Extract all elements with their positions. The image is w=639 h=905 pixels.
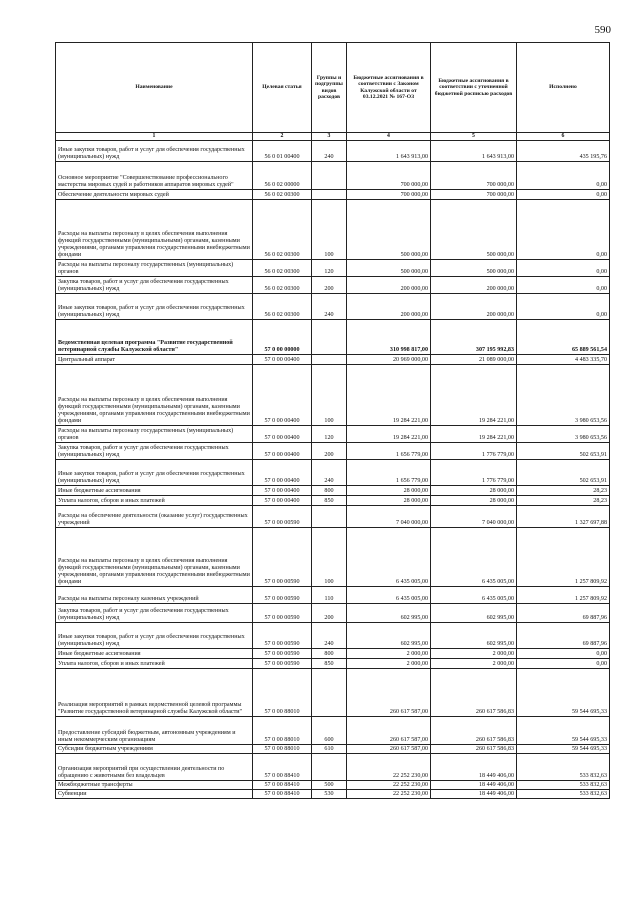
cell-name: Межбюджетные трансферты (56, 780, 253, 789)
cell-revised-amount: 307 195 992,83 (431, 319, 517, 354)
cell-target-code: 57 0 00 88410 (253, 789, 312, 798)
cell-target-code: 57 0 00 00590 (253, 658, 312, 668)
cell-revised-amount: 28 000,00 (431, 485, 517, 495)
cell-revised-amount: 200 000,00 (431, 293, 517, 319)
cell-approved-amount: 200 000,00 (347, 276, 431, 293)
header-revised: Бюджетные ассигнования в соответствии с уточненной бюджетной росписью расходов (431, 43, 517, 133)
cell-expense-group: 610 (312, 744, 347, 753)
cell-revised-amount: 2 000,00 (431, 658, 517, 668)
cell-name: Расходы на выплаты персоналу в целях обеспечения выполнения функций государственными (муниципальными) органами, казенными учреждениями, органами управления государственными внебюджетными фондами (56, 527, 253, 586)
cell-revised-amount: 700 000,00 (431, 161, 517, 189)
table-row (56, 442, 610, 459)
cell-target-code: 57 0 00 00590 (253, 586, 312, 603)
cell-approved-amount: 22 252 230,00 (347, 780, 431, 789)
cell-expense-group (312, 161, 347, 189)
page-number: 590 (594, 24, 611, 36)
cell-executed-amount: 3 980 653,56 (517, 364, 610, 425)
cell-executed-amount: 4 483 335,70 (517, 354, 610, 364)
cell-revised-amount: 18 449 406,00 (431, 789, 517, 798)
cell-revised-amount: 7 040 000,00 (431, 505, 517, 527)
cell-revised-amount: 1 776 779,00 (431, 442, 517, 459)
table-row (56, 658, 610, 668)
cell-name: Иные бюджетные ассигнования (56, 485, 253, 495)
cell-revised-amount: 19 284 221,00 (431, 425, 517, 442)
cell-approved-amount: 28 000,00 (347, 485, 431, 495)
cell-revised-amount: 260 617 586,83 (431, 744, 517, 753)
cell-expense-group (312, 319, 347, 354)
cell-executed-amount: 502 653,91 (517, 442, 610, 459)
cell-approved-amount: 310 998 817,00 (347, 319, 431, 354)
table-row (56, 140, 610, 161)
column-number-row (56, 133, 610, 141)
table-row (56, 459, 610, 485)
cell-expense-group: 100 (312, 527, 347, 586)
cell-approved-amount: 2 000,00 (347, 648, 431, 658)
cell-approved-amount: 1 643 913,00 (347, 140, 431, 161)
table-row (56, 586, 610, 603)
cell-target-code: 57 0 00 00400 (253, 354, 312, 364)
cell-approved-amount: 19 284 221,00 (347, 425, 431, 442)
cell-expense-group: 200 (312, 442, 347, 459)
cell-name: Закупка товаров, работ и услуг для обеспечения государственных (муниципальных) нужд (56, 276, 253, 293)
cell-revised-amount: 260 617 586,83 (431, 668, 517, 716)
cell-executed-amount: 435 195,76 (517, 140, 610, 161)
cell-expense-group: 240 (312, 293, 347, 319)
header-approved: Бюджетные ассигнования в соответствии с Законом Калужской области от 03.12.2021 № 167-ОЗ (347, 43, 431, 133)
cell-executed-amount: 59 544 695,33 (517, 716, 610, 744)
cell-approved-amount: 500 000,00 (347, 199, 431, 259)
cell-expense-group: 800 (312, 485, 347, 495)
cell-target-code: 56 0 02 00000 (253, 161, 312, 189)
cell-executed-amount: 28,23 (517, 485, 610, 495)
cell-target-code: 57 0 00 00400 (253, 485, 312, 495)
cell-name: Иные закупки товаров, работ и услуг для обеспечения государственных (муниципальных) нужд (56, 622, 253, 648)
cell-name: Основное мероприятие "Совершенствование профессионального мастерства мировых судей и работников аппаратов мировых судей" (56, 161, 253, 189)
col-number-4: 4 (347, 133, 431, 141)
cell-target-code: 56 0 02 00300 (253, 199, 312, 259)
cell-target-code: 56 0 02 00300 (253, 189, 312, 199)
cell-target-code: 57 0 00 88410 (253, 753, 312, 780)
cell-target-code: 57 0 00 00400 (253, 495, 312, 505)
col-number-3: 3 (312, 133, 347, 141)
cell-target-code: 57 0 00 88410 (253, 780, 312, 789)
cell-name: Уплата налогов, сборов и иных платежей (56, 495, 253, 505)
cell-approved-amount: 2 000,00 (347, 658, 431, 668)
table-row (56, 189, 610, 199)
cell-expense-group: 240 (312, 140, 347, 161)
cell-approved-amount: 6 435 005,00 (347, 586, 431, 603)
cell-executed-amount: 533 832,63 (517, 753, 610, 780)
budget-table (55, 42, 610, 799)
table-row (56, 744, 610, 753)
cell-revised-amount: 602 995,00 (431, 603, 517, 622)
cell-target-code: 56 0 02 00300 (253, 293, 312, 319)
cell-executed-amount: 59 544 695,33 (517, 668, 610, 716)
cell-approved-amount: 1 656 779,00 (347, 442, 431, 459)
cell-executed-amount: 0,00 (517, 199, 610, 259)
table-row (56, 161, 610, 189)
cell-approved-amount: 700 000,00 (347, 161, 431, 189)
cell-name: Обеспечение деятельности мировых судей (56, 189, 253, 199)
cell-executed-amount: 0,00 (517, 276, 610, 293)
cell-expense-group: 100 (312, 199, 347, 259)
cell-revised-amount: 1 776 779,00 (431, 459, 517, 485)
table-row (56, 354, 610, 364)
header-group: Группы и подгруппы видов расходов (312, 43, 347, 133)
cell-name: Расходы на выплаты персоналу в целях обеспечения выполнения функций государственными (муниципальными) органами, казенными учреждениями, органами управления государственными внебюджетными фондами (56, 364, 253, 425)
cell-name: Центральный аппарат (56, 354, 253, 364)
cell-executed-amount: 0,00 (517, 259, 610, 276)
table-row (56, 668, 610, 716)
cell-revised-amount: 19 284 221,00 (431, 364, 517, 425)
cell-name: Ведомственная целевая программа "Развитие государственной ветеринарной службы Калужской области" (56, 319, 253, 354)
table-body (56, 140, 610, 798)
cell-name: Иные закупки товаров, работ и услуг для обеспечения государственных (муниципальных) нужд (56, 293, 253, 319)
cell-approved-amount: 700 000,00 (347, 189, 431, 199)
cell-approved-amount: 7 040 000,00 (347, 505, 431, 527)
cell-revised-amount: 700 000,00 (431, 189, 517, 199)
table-row (56, 425, 610, 442)
cell-revised-amount: 6 435 005,00 (431, 586, 517, 603)
cell-approved-amount: 6 435 005,00 (347, 527, 431, 586)
table-row (56, 495, 610, 505)
cell-expense-group: 120 (312, 425, 347, 442)
cell-revised-amount: 18 449 406,00 (431, 753, 517, 780)
cell-approved-amount: 22 252 230,00 (347, 789, 431, 798)
cell-executed-amount: 28,23 (517, 495, 610, 505)
cell-name: Иные бюджетные ассигнования (56, 648, 253, 658)
cell-target-code: 57 0 00 88010 (253, 744, 312, 753)
table-row (56, 648, 610, 658)
cell-name: Реализация мероприятий в рамках ведомственной целевой программы "Развитие государственной ветеринарной службы Калужской области" (56, 668, 253, 716)
table-row (56, 293, 610, 319)
cell-executed-amount: 0,00 (517, 658, 610, 668)
table-row (56, 259, 610, 276)
cell-executed-amount: 1 257 809,92 (517, 527, 610, 586)
cell-name: Расходы на выплаты персоналу государственных (муниципальных) органов (56, 259, 253, 276)
cell-revised-amount: 21 089 000,00 (431, 354, 517, 364)
table-row (56, 789, 610, 798)
cell-executed-amount: 533 832,63 (517, 789, 610, 798)
table-row (56, 319, 610, 354)
cell-name: Предоставление субсидий бюджетным, автономным учреждениям и иным некоммерческим организациям (56, 716, 253, 744)
cell-revised-amount: 6 435 005,00 (431, 527, 517, 586)
cell-name: Иные закупки товаров, работ и услуг для обеспечения государственных (муниципальных) нужд (56, 140, 253, 161)
table-row (56, 485, 610, 495)
cell-revised-amount: 28 000,00 (431, 495, 517, 505)
cell-executed-amount: 59 544 695,33 (517, 744, 610, 753)
cell-expense-group: 110 (312, 586, 347, 603)
cell-executed-amount: 65 889 561,54 (517, 319, 610, 354)
cell-target-code: 57 0 00 00590 (253, 505, 312, 527)
cell-approved-amount: 1 656 779,00 (347, 459, 431, 485)
cell-approved-amount: 260 617 587,00 (347, 716, 431, 744)
cell-expense-group (312, 354, 347, 364)
cell-target-code: 57 0 00 00400 (253, 459, 312, 485)
table-row (56, 199, 610, 259)
cell-target-code: 57 0 00 88010 (253, 668, 312, 716)
cell-revised-amount: 1 643 913,00 (431, 140, 517, 161)
cell-approved-amount: 602 995,00 (347, 622, 431, 648)
cell-name: Закупка товаров, работ и услуг для обеспечения государственных (муниципальных) нужд (56, 603, 253, 622)
table-row (56, 505, 610, 527)
cell-approved-amount: 260 617 587,00 (347, 744, 431, 753)
cell-name: Субвенции (56, 789, 253, 798)
table-row (56, 527, 610, 586)
cell-target-code: 56 0 01 00400 (253, 140, 312, 161)
cell-target-code: 57 0 00 00400 (253, 364, 312, 425)
cell-executed-amount: 69 887,96 (517, 603, 610, 622)
cell-target-code: 57 0 00 00590 (253, 527, 312, 586)
cell-approved-amount: 28 000,00 (347, 495, 431, 505)
cell-revised-amount: 602 995,00 (431, 622, 517, 648)
cell-executed-amount: 1 327 697,88 (517, 505, 610, 527)
table-row (56, 753, 610, 780)
cell-target-code: 56 0 02 00300 (253, 276, 312, 293)
cell-executed-amount: 533 832,63 (517, 780, 610, 789)
cell-name: Организация мероприятий при осуществлении деятельности по обращению с животными без владельцев (56, 753, 253, 780)
cell-expense-group: 600 (312, 716, 347, 744)
cell-name: Расходы на выплаты персоналу в целях обеспечения выполнения функций государственными (муниципальными) органами, казенными учреждениями, органами управления государственными внебюджетными фондами (56, 199, 253, 259)
cell-expense-group: 100 (312, 364, 347, 425)
cell-expense-group: 240 (312, 622, 347, 648)
cell-name: Иные закупки товаров, работ и услуг для обеспечения государственных (муниципальных) нужд (56, 459, 253, 485)
cell-executed-amount: 0,00 (517, 189, 610, 199)
cell-approved-amount: 200 000,00 (347, 293, 431, 319)
cell-target-code: 57 0 00 00590 (253, 648, 312, 658)
cell-executed-amount: 1 257 809,92 (517, 586, 610, 603)
cell-expense-group (312, 668, 347, 716)
cell-approved-amount: 19 284 221,00 (347, 364, 431, 425)
cell-approved-amount: 602 995,00 (347, 603, 431, 622)
cell-target-code: 57 0 00 88010 (253, 716, 312, 744)
cell-expense-group: 240 (312, 459, 347, 485)
cell-name: Расходы на выплаты персоналу казенных учреждений (56, 586, 253, 603)
cell-expense-group: 850 (312, 495, 347, 505)
cell-expense-group (312, 189, 347, 199)
cell-revised-amount: 500 000,00 (431, 199, 517, 259)
header-name: Наименование (56, 43, 253, 133)
table-row (56, 622, 610, 648)
col-number-6: 6 (517, 133, 610, 141)
table-row (56, 716, 610, 744)
header-code: Целевая статья (253, 43, 312, 133)
cell-executed-amount: 69 887,96 (517, 622, 610, 648)
table-row (56, 276, 610, 293)
cell-target-code: 56 0 02 00300 (253, 259, 312, 276)
cell-executed-amount: 0,00 (517, 648, 610, 658)
cell-revised-amount: 2 000,00 (431, 648, 517, 658)
cell-target-code: 57 0 00 00400 (253, 425, 312, 442)
cell-expense-group: 530 (312, 789, 347, 798)
table-row (56, 364, 610, 425)
table-row (56, 780, 610, 789)
col-number-1: 1 (56, 133, 253, 141)
cell-expense-group: 500 (312, 780, 347, 789)
cell-name: Уплата налогов, сборов и иных платежей (56, 658, 253, 668)
cell-approved-amount: 500 000,00 (347, 259, 431, 276)
cell-approved-amount: 20 969 000,00 (347, 354, 431, 364)
cell-target-code: 57 0 00 00400 (253, 442, 312, 459)
cell-approved-amount: 22 252 230,00 (347, 753, 431, 780)
cell-name: Субсидии бюджетным учреждениям (56, 744, 253, 753)
cell-name: Закупка товаров, работ и услуг для обеспечения государственных (муниципальных) нужд (56, 442, 253, 459)
table-header (56, 43, 610, 141)
cell-revised-amount: 200 000,00 (431, 276, 517, 293)
cell-revised-amount: 18 449 406,00 (431, 780, 517, 789)
cell-target-code: 57 0 00 00590 (253, 603, 312, 622)
cell-expense-group: 200 (312, 603, 347, 622)
cell-target-code: 57 0 00 00000 (253, 319, 312, 354)
cell-revised-amount: 260 617 586,83 (431, 716, 517, 744)
cell-expense-group: 200 (312, 276, 347, 293)
cell-approved-amount: 260 617 587,00 (347, 668, 431, 716)
cell-expense-group: 800 (312, 648, 347, 658)
table-row (56, 603, 610, 622)
cell-revised-amount: 500 000,00 (431, 259, 517, 276)
cell-executed-amount: 0,00 (517, 293, 610, 319)
cell-target-code: 57 0 00 00590 (253, 622, 312, 648)
cell-expense-group (312, 753, 347, 780)
col-number-2: 2 (253, 133, 312, 141)
cell-executed-amount: 502 653,91 (517, 459, 610, 485)
cell-executed-amount: 0,00 (517, 161, 610, 189)
cell-executed-amount: 3 980 653,56 (517, 425, 610, 442)
cell-name: Расходы на выплаты персоналу государственных (муниципальных) органов (56, 425, 253, 442)
cell-expense-group (312, 505, 347, 527)
col-number-5: 5 (431, 133, 517, 141)
cell-expense-group: 850 (312, 658, 347, 668)
cell-name: Расходы на обеспечение деятельности (оказание услуг) государственных учреждений (56, 505, 253, 527)
cell-expense-group: 120 (312, 259, 347, 276)
header-executed: Исполнено (517, 43, 610, 133)
